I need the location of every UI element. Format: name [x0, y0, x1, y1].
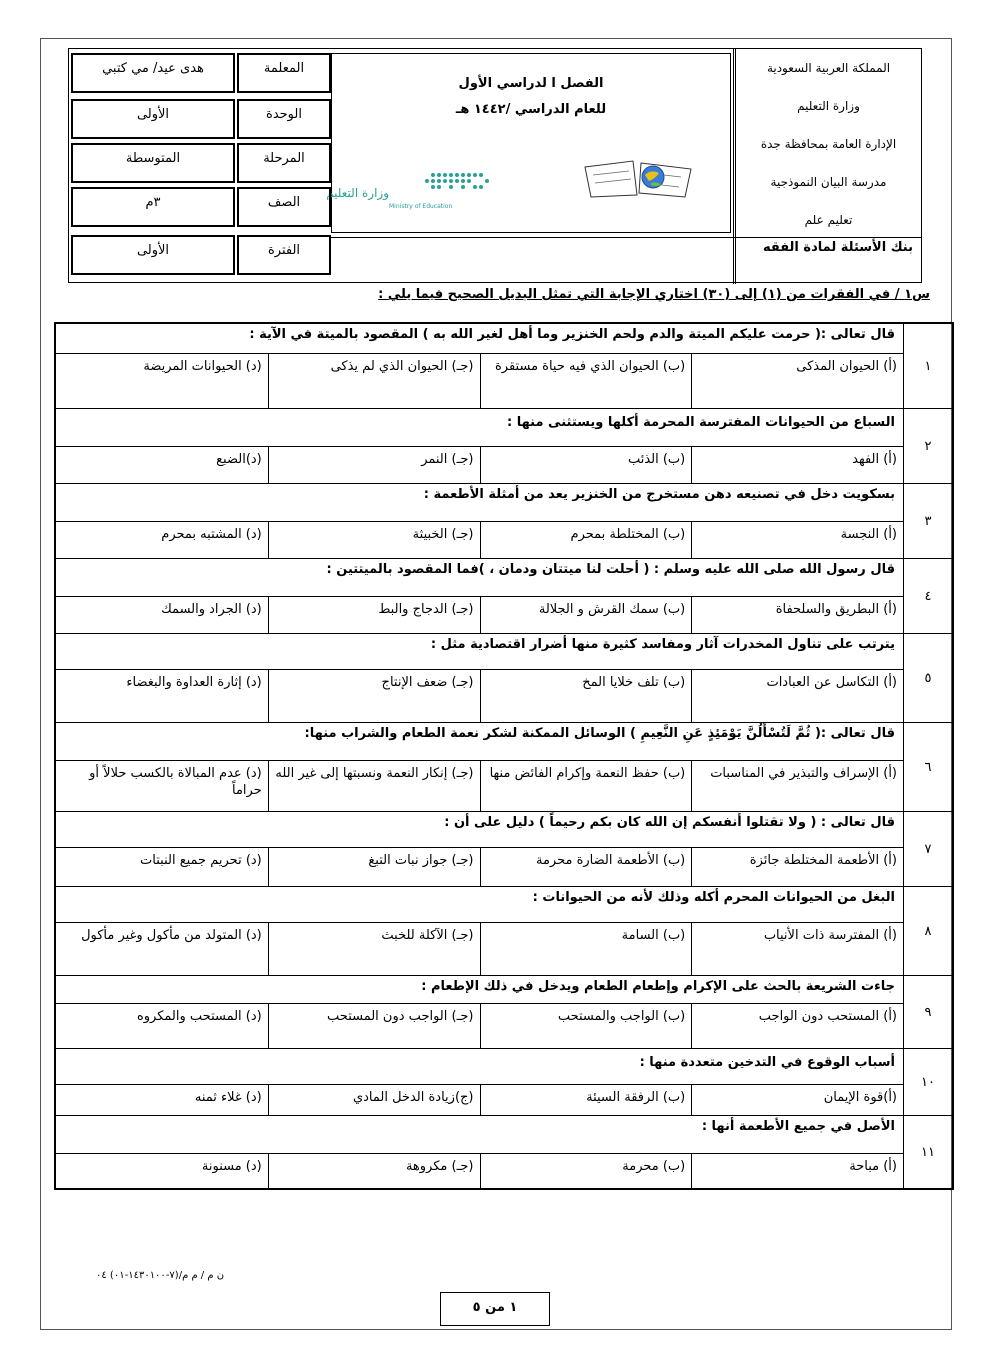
question-text: قال رسول الله صلى الله عليه وسلم : ( أحلت لنا ميتتان ودمان ، )فما المقصود بالميتتين : — [56, 559, 903, 597]
option[interactable]: (د) المستحب والمكروه — [136, 1009, 262, 1024]
question-number: ١٠ — [903, 1049, 952, 1115]
question-number: ٦ — [903, 723, 952, 811]
question-number: ١١ — [903, 1116, 952, 1188]
option[interactable]: (جـ) النمر — [268, 447, 480, 483]
option[interactable]: (ب) السامة — [480, 923, 692, 975]
bank-title-text: بنك الأسئلة لمادة الفقه — [762, 240, 913, 255]
option[interactable]: (جـ) الدجاج والبط — [268, 597, 480, 633]
question-row — [56, 887, 952, 976]
option[interactable]: (ب) سمك القرش و الجلالة — [480, 597, 692, 633]
info-row-unit — [69, 97, 331, 141]
info-row-stage — [69, 141, 331, 185]
option[interactable]: (ب) الذئب — [480, 447, 692, 483]
info-row-teacher — [69, 51, 331, 95]
question-number: ٨ — [903, 887, 952, 975]
option[interactable]: (أ)قوة الإيمان — [691, 1085, 903, 1115]
option[interactable]: (أ) الحيوان المذكى — [691, 354, 903, 408]
question-row — [56, 559, 952, 634]
option[interactable]: (أ) النجسة — [691, 522, 903, 558]
question-text: يترتب على تناول المخدرات آثار ومفاسد كثيرة منها أضرار اقتصادية مثل : — [56, 634, 903, 670]
question-text: قال تعالى :( حرمت عليكم الميتة والدم ولحم الخنزير وما أهل لغير الله به ) المقصود بالميتة في الآية : — [56, 324, 903, 354]
header-line: الإدارة العامة بمحافظة جدة — [760, 137, 897, 151]
option[interactable]: (أ) التكاسل عن العبادات — [691, 670, 903, 722]
question-text: الأصل في جميع الأطعمة أنها : — [56, 1116, 903, 1154]
option[interactable]: (جـ) جواز نبات التبغ — [268, 848, 480, 886]
question-row — [56, 723, 952, 812]
option[interactable]: (د) غلاء ثمنه — [194, 1090, 262, 1105]
document-code: ن م / م م/(٧-١٤٣٠١٠٠-٠١) ٠٤ — [96, 1270, 225, 1281]
question-number: ٢ — [903, 409, 952, 483]
question-row — [56, 1049, 952, 1116]
info-label: المعلمة — [237, 53, 331, 93]
page-number: ١ من ٥ — [440, 1292, 550, 1326]
option[interactable]: (ب) الرفقة السيئة — [480, 1085, 692, 1115]
section-heading: س١ / في الفقرات من (١) إلى (٣٠) اختاري الإجابة التي تمثل البديل الصحيح فيما يلي : — [378, 287, 930, 302]
info-value: الأولى — [71, 235, 235, 275]
header-line: المملكة العربية السعودية — [766, 61, 891, 75]
ministry-logo-text: وزارة التعليم — [326, 186, 389, 200]
question-text: جاءت الشريعة بالحث على الإكرام وإطعام الطعام ويدخل في ذلك الإطعام : — [56, 976, 903, 1004]
header-line: مدرسة البيان النموذجية — [770, 175, 887, 189]
semester-title: الفصل ا لدراسي الأول — [458, 76, 604, 91]
option[interactable]: (أ) الفهد — [691, 447, 903, 483]
question-text: السباع من الحيوانات المفترسة المحرمة أكلها ويستثنى منها : — [56, 409, 903, 447]
option[interactable]: (ب) المختلطة بمحرم — [480, 522, 692, 558]
question-row — [56, 976, 952, 1049]
option[interactable]: (د) إثارة العداوة والبغضاء — [126, 675, 262, 690]
question-row — [56, 484, 952, 559]
question-number: ٧ — [903, 812, 952, 886]
option[interactable]: (جـ) إنكار النعمة ونسبتها إلى غير الله — [268, 761, 480, 811]
info-row-grade — [69, 185, 331, 229]
option[interactable]: (جـ) الواجب دون المستحب — [268, 1004, 480, 1048]
option[interactable]: (ب) الحيوان الذي فيه حياة مستقرة — [480, 354, 692, 408]
option[interactable]: (جـ) الحيوان الذي لم يذكى — [268, 354, 480, 408]
question-number: ٣ — [903, 484, 952, 558]
option[interactable]: (جـ) مكروهة — [268, 1154, 480, 1188]
question-text: بسكويت دخل في تصنيعه دهن مستخرج من الخنزير يعد من أمثلة الأطعمة : — [56, 484, 903, 522]
question-number: ٥ — [903, 634, 952, 722]
option[interactable]: (د) عدم المبالاة بالكسب حلالاً أو حراماً — [89, 766, 262, 798]
question-number: ٩ — [903, 976, 952, 1048]
question-row — [56, 409, 952, 484]
info-label: الوحدة — [237, 99, 331, 139]
option[interactable]: (أ) المفترسة ذات الأنياب — [691, 923, 903, 975]
option[interactable]: (جـ) الخبيثة — [268, 522, 480, 558]
option[interactable]: (أ) الإسراف والتبذير في المناسبات — [691, 761, 903, 811]
option[interactable]: (ب) الأطعمة الضارة محرمة — [480, 848, 692, 886]
question-row — [56, 634, 952, 723]
info-value: المتوسطة — [71, 143, 235, 183]
option[interactable]: (ب) تلف خلايا المخ — [480, 670, 692, 722]
question-row — [56, 1116, 952, 1188]
option[interactable]: (جـ) ضعف الإنتاج — [268, 670, 480, 722]
option[interactable]: (أ) المستحب دون الواجب — [691, 1004, 903, 1048]
questions-table — [54, 322, 954, 1190]
info-value: الأولى — [71, 99, 235, 139]
option[interactable]: (جـ) الآكلة للخبث — [268, 923, 480, 975]
info-row-period — [69, 233, 331, 277]
question-text: قال تعالى :( ثُمَّ لَتُسْأَلُنَّ يَوْمَئِذٍ عَنِ النَّعِيمِ ) الوسائل الممكنة لشكر نعمة الطعام والشراب منها: — [56, 723, 903, 761]
ministry-logo — [326, 169, 519, 213]
info-value: ٣م — [71, 187, 235, 227]
option[interactable]: (ب) محرمة — [480, 1154, 692, 1188]
ministry-logo-subtext: Ministry of Education — [389, 203, 453, 210]
option[interactable]: (د) الحيوانات المريضة — [143, 359, 262, 374]
option[interactable]: (د) الجراد والسمك — [161, 602, 262, 617]
question-text: أسباب الوقوع في التدخين متعددة منها : — [56, 1049, 903, 1085]
option[interactable]: (د) المتولد من مأكول وغير مأكول — [81, 928, 262, 943]
info-label: الفترة — [237, 235, 331, 275]
option[interactable]: (أ) مباحة — [691, 1154, 903, 1188]
question-number: ٤ — [903, 559, 952, 633]
school-logo-icon — [581, 157, 697, 203]
question-number: ١ — [903, 324, 952, 408]
info-value: هدى عيد/ مي كتبي — [71, 53, 235, 93]
option[interactable]: (د)الضبع — [216, 452, 262, 467]
option[interactable]: (ب) حفظ النعمة وإكرام الفائض منها — [480, 761, 692, 811]
header-line: وزارة التعليم — [797, 99, 860, 113]
question-bank-title — [331, 237, 921, 279]
option[interactable]: (أ) البطريق والسلحفاة — [691, 597, 903, 633]
option[interactable]: (د) تحريم جميع النبتات — [140, 853, 262, 868]
option[interactable]: (د) المشتبه بمحرم — [161, 527, 262, 542]
option[interactable]: (ب) الواجب والمستحب — [480, 1004, 692, 1048]
info-label: الصف — [237, 187, 331, 227]
ministry-logo-dots-icon — [326, 169, 519, 200]
question-text: قال تعالى : ( ولا تقتلوا أنفسكم إن الله كان بكم رحيماً ) دليل على أن : — [56, 812, 903, 848]
question-row — [56, 324, 952, 409]
question-row — [56, 812, 952, 887]
year-title: للعام الدراسي /١٤٤٢ هـ — [455, 102, 607, 117]
option[interactable]: (د) مسنونة — [201, 1159, 262, 1174]
document-header — [68, 48, 922, 283]
option[interactable]: (ج)زيادة الدخل المادي — [268, 1085, 480, 1115]
question-text: البغل من الحيوانات المحرم أكله وذلك لأنه من الحيوانات : — [56, 887, 903, 923]
header-line: تعليم علم — [804, 213, 853, 227]
info-label: المرحلة — [237, 143, 331, 183]
option[interactable]: (أ) الأطعمة المختلطة جائزة — [691, 848, 903, 886]
